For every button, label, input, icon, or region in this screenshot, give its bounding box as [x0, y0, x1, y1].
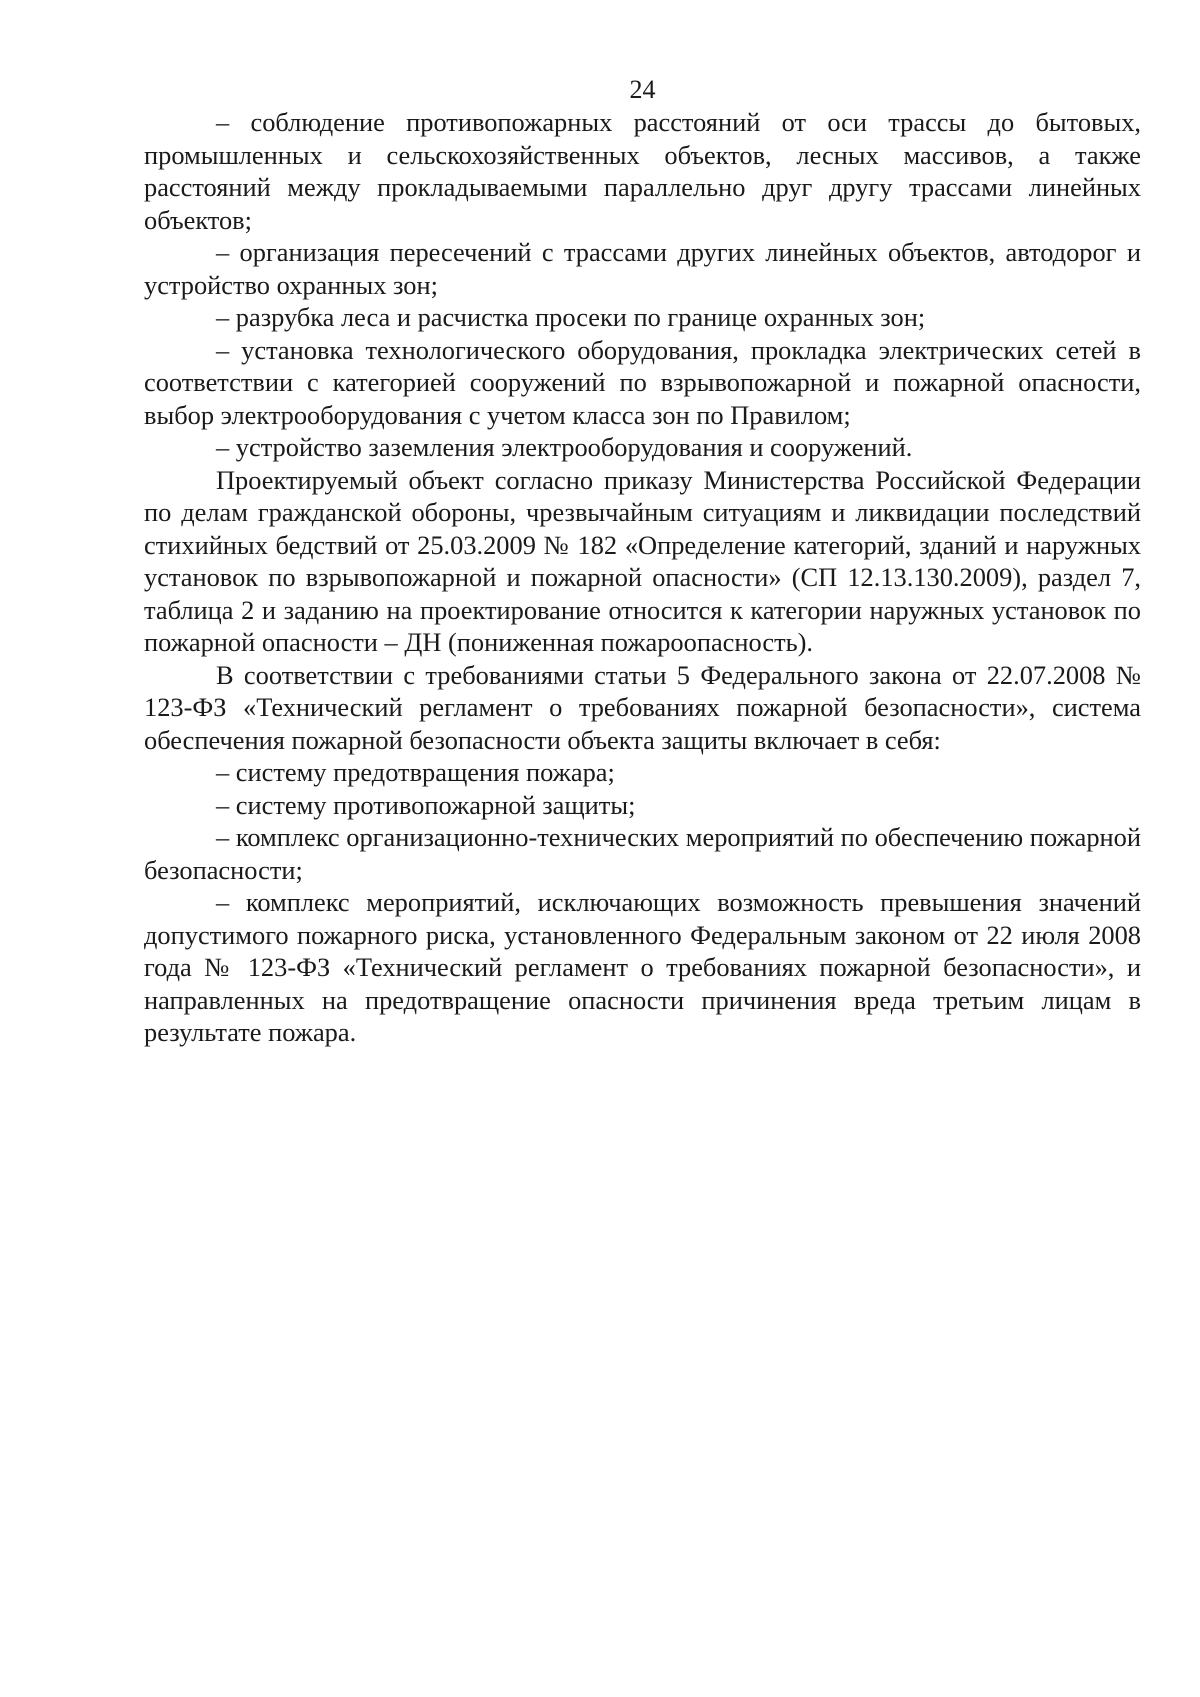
paragraph-fire-prevention-system: – систему предотвращения пожара;	[216, 757, 615, 787]
paragraph-crossings: – организация пересечений с трассами других линейных объектов, автодорог и устройство охранных зон;	[144, 237, 1141, 300]
paragraph-forest-clearing: – разрубка леса и расчистка просеки по границе охранных зон;	[216, 302, 926, 332]
paragraph-object-category: Проектируемый объект согласно приказу Министерства Российской Федерации по делам гражданской обороны, чрезвычайным ситуациям и ликвидации последствий стихийных бедствий от 25.03.2009 № 182 «Определение категорий, зданий и наружных установок по взрывопожарной и пожарной опасности» (СП 12.13.130.2009), раздел 7, таблица 2 и заданию на проектирование относится к категории наружных установок по пожарной опасности – ДН (пониженная пожароопасность).	[144, 464, 1141, 657]
paragraph-grounding: – устройство заземления электрооборудования и сооружений.	[216, 432, 913, 462]
document-page	[144, 74, 1141, 1049]
page-number: 24	[629, 75, 656, 104]
paragraph-fire-protection-system: – систему противопожарной защиты;	[216, 789, 636, 820]
paragraph-equipment-installation: – установка технологического оборудования, прокладка электрических сетей в соответствии с категорией сооружений по взрывопожарной и пожарной опасности, выбор электрооборудования с учетом класса зон по Правилом;	[144, 334, 1141, 430]
paragraph-federal-law-requirements: В соответствии с требованиями статьи 5 Федерального закона от 22.07.2008 № 123-ФЗ «Технический регламент о требованиях пожарной безопасности», система обеспечения пожарной безопасности объекта защиты включает в себя:	[144, 659, 1141, 755]
paragraph-organizational-measures: – комплекс организационно-технических мероприятий по обеспечению пожарной безопасности;	[144, 822, 1141, 885]
paragraph-fire-distances: – соблюдение противопожарных расстояний от оси трассы до бытовых, промышленных и сельскохозяйственных объектов, лесных массивов, а также расстояний между прокладываемыми параллельно друг другу трассами линейных объектов;	[144, 107, 1141, 235]
paragraph-risk-measures: – комплекс мероприятий, исключающих возможность превышения значений допустимого пожарного риска, установленного Федеральным законом от 22 июля 2008 года № 123-ФЗ «Технический регламент о требованиях пожарной безопасности», и направленных на предотвращение опасности причинения вреда третьим лицам в результате пожара.	[144, 887, 1141, 1047]
